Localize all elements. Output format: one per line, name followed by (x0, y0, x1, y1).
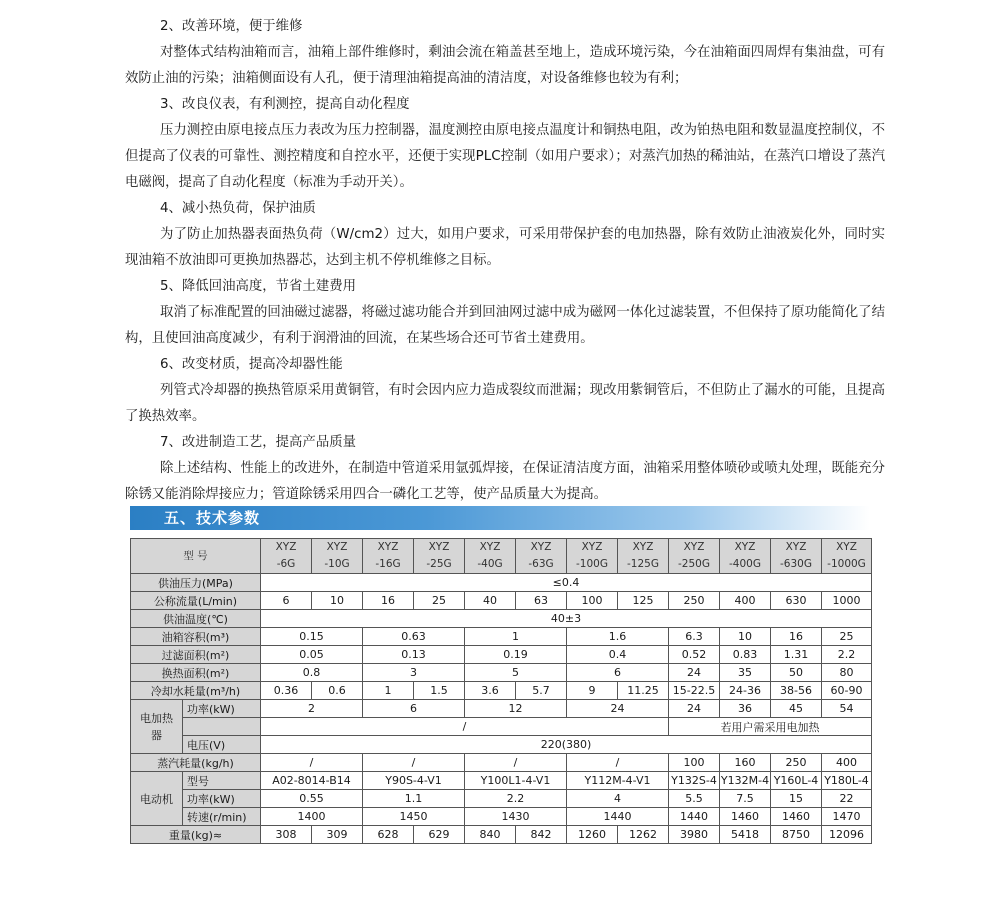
row-label: 换热面积(m²) (131, 664, 261, 682)
value-cell: 0.05 (261, 646, 363, 664)
tank-volume-row (131, 628, 872, 646)
value-cell: 629 (414, 826, 465, 844)
paragraph: 取消了标准配置的回油磁过滤器，将磁过滤功能合并到回油网过滤中成为磁网一体化过滤装置，不但保持了原功能简化了结构，且使回油高度减少，有利于润滑油的回流，在某些场合还可节省土建费用。 (125, 305, 885, 346)
value-cell: 250 (669, 592, 720, 610)
value-cell: 24-36 (720, 682, 771, 700)
model-cell: XYZ -16G (363, 539, 414, 574)
value-cell: 840 (465, 826, 516, 844)
value-cell: 5.7 (516, 682, 567, 700)
model-cell: XYZ -125G (618, 539, 669, 574)
heater-note-row (131, 718, 872, 736)
section-heading: 7、改进制造工艺，提高产品质量 (160, 435, 356, 450)
row-label: 电压(V) (183, 736, 261, 754)
value-cell: 10 (312, 592, 363, 610)
value-cell: 3.6 (465, 682, 516, 700)
value-cell: 1450 (363, 808, 465, 826)
value-cell: 40±3 (261, 610, 872, 628)
temperature-row (131, 610, 872, 628)
value-cell: 16 (363, 592, 414, 610)
value-cell: 1470 (822, 808, 872, 826)
value-cell: / (567, 754, 669, 772)
cooling-water-row (131, 682, 872, 700)
heater-group-label: 电加热器 (131, 700, 183, 754)
model-cell: XYZ -40G (465, 539, 516, 574)
value-cell: 9 (567, 682, 618, 700)
value-cell: 10 (720, 628, 771, 646)
value-cell: 16 (771, 628, 822, 646)
blank-label (183, 718, 261, 736)
value-cell: 12096 (822, 826, 872, 844)
value-cell: 7.5 (720, 790, 771, 808)
model-cell: XYZ -25G (414, 539, 465, 574)
model-cell: XYZ -63G (516, 539, 567, 574)
value-cell: 2 (261, 700, 363, 718)
value-cell: 309 (312, 826, 363, 844)
value-cell: 125 (618, 592, 669, 610)
paragraph: 为了防止加热器表面热负荷（W/cm2）过大，如用户要求，可采用带保护套的电加热器，除有效防止油液炭化外，同时实现油箱不放油即可更换加热器芯，达到主机不停机维修之目标。 (125, 227, 885, 268)
row-label: 供油温度(℃) (131, 610, 261, 628)
steam-row (131, 754, 872, 772)
model-cell: XYZ -630G (771, 539, 822, 574)
value-cell: 0.36 (261, 682, 312, 700)
model-cell: XYZ -6G (261, 539, 312, 574)
model-cell: XYZ -10G (312, 539, 363, 574)
motor-model-row (131, 772, 872, 790)
model-label: 型 号 (131, 539, 261, 574)
value-cell: 3 (363, 664, 465, 682)
value-cell: 0.83 (720, 646, 771, 664)
motor-power-row (131, 790, 872, 808)
value-cell: 1.6 (567, 628, 669, 646)
value-cell: 0.63 (363, 628, 465, 646)
value-cell: 6 (261, 592, 312, 610)
value-cell: 0.19 (465, 646, 567, 664)
value-cell: 6.3 (669, 628, 720, 646)
value-cell: 400 (822, 754, 872, 772)
value-cell: 1.5 (414, 682, 465, 700)
value-cell: 50 (771, 664, 822, 682)
value-cell: 0.13 (363, 646, 465, 664)
value-cell: 3980 (669, 826, 720, 844)
row-label: 蒸汽耗量(kg/h) (131, 754, 261, 772)
value-cell: 5.5 (669, 790, 720, 808)
improvement-text (125, 14, 885, 508)
value-cell: 0.4 (567, 646, 669, 664)
value-cell: 400 (720, 592, 771, 610)
paragraph: 除上述结构、性能上的改进外，在制造中管道采用氩弧焊接，在保证清洁度方面，油箱采用整体喷砂或喷丸处理，既能充分除锈又能消除焊接应力；管道除锈采用四合一磷化工艺等，使产品质量大为提高。 (125, 461, 885, 502)
value-cell: 0.55 (261, 790, 363, 808)
value-cell: 若用户需采用电加热 (669, 718, 872, 736)
heater-power-row (131, 700, 872, 718)
value-cell: 54 (822, 700, 872, 718)
paragraph: 压力测控由原电接点压力表改为压力控制器，温度测控由原电接点温度计和铜热电阻，改为铂热电阻和数显温度控制仪，不但提高了仪表的可靠性、测控精度和自控水平，还便于实现PLC控制（如用户要求）；对蒸汽加热的稀油站，在蒸汽口增设了蒸汽电磁阀，提高了自动化程度（标准为手动开关）。 (125, 123, 885, 190)
section-heading: 6、改变材质，提高冷却器性能 (160, 357, 343, 372)
value-cell: 60-90 (822, 682, 872, 700)
value-cell: 45 (771, 700, 822, 718)
value-cell: 1460 (720, 808, 771, 826)
value-cell: 11.25 (618, 682, 669, 700)
value-cell: 1440 (567, 808, 669, 826)
value-cell: 24 (669, 700, 720, 718)
weight-row (131, 826, 872, 844)
value-cell: 38-56 (771, 682, 822, 700)
flow-row (131, 592, 872, 610)
value-cell: 80 (822, 664, 872, 682)
value-cell: A02-8014-B14 (261, 772, 363, 790)
row-label: 油箱容积(m³) (131, 628, 261, 646)
value-cell: Y160L-4 (771, 772, 822, 790)
value-cell: 1000 (822, 592, 872, 610)
row-label: 供油压力(MPa) (131, 574, 261, 592)
section-heading: 3、改良仪表，有利测控，提高自动化程度 (160, 97, 410, 112)
value-cell: 308 (261, 826, 312, 844)
motor-group-label: 电动机 (131, 772, 183, 826)
value-cell: 1.31 (771, 646, 822, 664)
value-cell: 24 (669, 664, 720, 682)
value-cell: 1262 (618, 826, 669, 844)
value-cell: 160 (720, 754, 771, 772)
value-cell: Y132S-4 (669, 772, 720, 790)
value-cell: 22 (822, 790, 872, 808)
technical-parameters-table (130, 538, 872, 844)
row-label: 公称流量(L/min) (131, 592, 261, 610)
paragraph: 对整体式结构油箱而言，油箱上部件维修时，剩油会流在箱盖甚至地上，造成环境污染，今在油箱面四周焊有集油盘，可有效防止油的污染；油箱侧面设有人孔，便于清理油箱提高油的清洁度，对设备维修也较为有利； (125, 45, 885, 86)
value-cell: 1430 (465, 808, 567, 826)
value-cell: 842 (516, 826, 567, 844)
heater-voltage-row (131, 736, 872, 754)
section-heading: 4、减小热负荷，保护油质 (160, 201, 316, 216)
value-cell: / (465, 754, 567, 772)
value-cell: 24 (567, 700, 669, 718)
value-cell: 15-22.5 (669, 682, 720, 700)
row-label: 转速(r/min) (183, 808, 261, 826)
value-cell: 15 (771, 790, 822, 808)
value-cell: 630 (771, 592, 822, 610)
value-cell: 36 (720, 700, 771, 718)
value-cell: 35 (720, 664, 771, 682)
value-cell: 8750 (771, 826, 822, 844)
value-cell: 250 (771, 754, 822, 772)
row-label: 功率(kW) (183, 790, 261, 808)
value-cell: 1 (363, 682, 414, 700)
paragraph: 列管式冷却器的换热管原采用黄铜管，有时会因内应力造成裂纹而泄漏；现改用紫铜管后，不但防止了漏水的可能，且提高了换热效率。 (125, 383, 885, 424)
pressure-row (131, 574, 872, 592)
value-cell: ≤0.4 (261, 574, 872, 592)
row-label: 重量(kg)≈ (131, 826, 261, 844)
value-cell: Y112M-4-V1 (567, 772, 669, 790)
value-cell: 6 (363, 700, 465, 718)
value-cell: Y100L1-4-V1 (465, 772, 567, 790)
model-cell: XYZ -1000G (822, 539, 872, 574)
value-cell: 0.6 (312, 682, 363, 700)
value-cell: 6 (567, 664, 669, 682)
section-header-bar (130, 506, 870, 530)
value-cell: 40 (465, 592, 516, 610)
value-cell: 100 (669, 754, 720, 772)
value-cell: 1260 (567, 826, 618, 844)
value-cell: Y90S-4-V1 (363, 772, 465, 790)
section-heading: 5、降低回油高度，节省土建费用 (160, 279, 356, 294)
section-title: 五、技术参数 (164, 509, 261, 527)
value-cell: 1460 (771, 808, 822, 826)
row-label: 冷却水耗量(m³/h) (131, 682, 261, 700)
motor-speed-row (131, 808, 872, 826)
value-cell: 220(380) (261, 736, 872, 754)
value-cell: 25 (414, 592, 465, 610)
section-heading: 2、改善环境，便于维修 (160, 19, 303, 34)
row-label: 过滤面积(m²) (131, 646, 261, 664)
model-cell: XYZ -400G (720, 539, 771, 574)
value-cell: 1400 (261, 808, 363, 826)
value-cell: / (261, 754, 363, 772)
value-cell: 1.1 (363, 790, 465, 808)
filter-area-row (131, 646, 872, 664)
value-cell: 12 (465, 700, 567, 718)
value-cell: 0.15 (261, 628, 363, 646)
value-cell: Y132M-4 (720, 772, 771, 790)
model-cell: XYZ -250G (669, 539, 720, 574)
value-cell: 100 (567, 592, 618, 610)
value-cell: 25 (822, 628, 872, 646)
row-label: 功率(kW) (183, 700, 261, 718)
heat-area-row (131, 664, 872, 682)
value-cell: / (363, 754, 465, 772)
value-cell: 63 (516, 592, 567, 610)
value-cell: 5418 (720, 826, 771, 844)
value-cell: 1 (465, 628, 567, 646)
value-cell: 1440 (669, 808, 720, 826)
model-cell: XYZ -100G (567, 539, 618, 574)
value-cell: 628 (363, 826, 414, 844)
value-cell: 0.8 (261, 664, 363, 682)
model-row (131, 539, 872, 574)
value-cell: 0.52 (669, 646, 720, 664)
value-cell: 2.2 (822, 646, 872, 664)
row-label: 型号 (183, 772, 261, 790)
value-cell: 2.2 (465, 790, 567, 808)
value-cell: 5 (465, 664, 567, 682)
value-cell: / (261, 718, 669, 736)
value-cell: Y180L-4 (822, 772, 872, 790)
value-cell: 4 (567, 790, 669, 808)
